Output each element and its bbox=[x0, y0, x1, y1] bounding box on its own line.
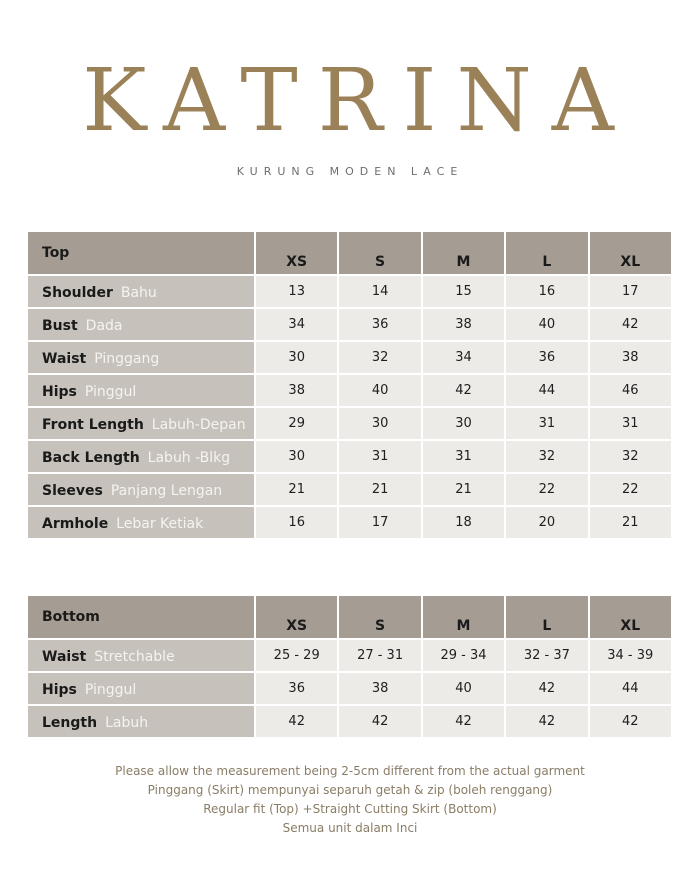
measurement-value: 40 bbox=[339, 375, 420, 406]
row-label bbox=[28, 474, 254, 505]
measurement-name: Length bbox=[42, 715, 98, 731]
size-header: M bbox=[423, 596, 504, 638]
measurement-name: Waist bbox=[42, 649, 87, 665]
measurement-value: 34 bbox=[423, 342, 504, 373]
size-header: M bbox=[423, 232, 504, 274]
table-row bbox=[28, 507, 671, 538]
measurement-value: 38 bbox=[256, 375, 337, 406]
size-header: XL bbox=[590, 596, 671, 638]
measurement-value: 36 bbox=[506, 342, 587, 373]
brand-title: KATRINA bbox=[82, 51, 634, 151]
measurement-value: 42 bbox=[506, 673, 587, 704]
measurement-value: 17 bbox=[590, 276, 671, 307]
measurement-value: 42 bbox=[339, 706, 420, 737]
measurement-value: 22 bbox=[506, 474, 587, 505]
size-header: S bbox=[339, 232, 420, 274]
row-label bbox=[28, 441, 254, 472]
size-header: XL bbox=[590, 232, 671, 274]
measurement-value: 31 bbox=[423, 441, 504, 472]
measurement-value: 44 bbox=[506, 375, 587, 406]
row-label bbox=[28, 342, 254, 373]
row-label bbox=[28, 408, 254, 439]
measurement-name: Back Length bbox=[42, 450, 140, 466]
measurement-name-malay: Panjang Lengan bbox=[110, 483, 223, 499]
measurement-value: 46 bbox=[590, 375, 671, 406]
size-header: XS bbox=[256, 596, 337, 638]
measurement-value: 29 bbox=[256, 408, 337, 439]
table-header-label: Bottom bbox=[28, 596, 254, 638]
measurement-value: 30 bbox=[423, 408, 504, 439]
measurement-value: 36 bbox=[339, 309, 420, 340]
table-row bbox=[28, 673, 671, 704]
size-header: L bbox=[506, 232, 587, 274]
measurement-name: Sleeves bbox=[42, 483, 103, 499]
table-header-row bbox=[28, 232, 671, 274]
measurement-value: 21 bbox=[423, 474, 504, 505]
measurement-value: 29 - 34 bbox=[423, 640, 504, 671]
size-header: L bbox=[506, 596, 587, 638]
measurement-value: 25 - 29 bbox=[256, 640, 337, 671]
measurement-value: 16 bbox=[256, 507, 337, 538]
measurement-value: 30 bbox=[339, 408, 420, 439]
measurement-value: 42 bbox=[423, 375, 504, 406]
table-row bbox=[28, 640, 671, 671]
table-row bbox=[28, 276, 671, 307]
bottom-size-table bbox=[26, 594, 673, 739]
measurement-name-malay: Bahu bbox=[120, 285, 157, 301]
size-header: XS bbox=[256, 232, 337, 274]
measurement-value: 21 bbox=[339, 474, 420, 505]
size-header: S bbox=[339, 596, 420, 638]
measurement-value: 34 - 39 bbox=[590, 640, 671, 671]
measurement-value: 21 bbox=[256, 474, 337, 505]
note-line: Please allow the measurement being 2-5cm different from the actual garment bbox=[115, 764, 585, 778]
measurement-value: 21 bbox=[590, 507, 671, 538]
measurement-name-malay: Lebar Ketiak bbox=[116, 516, 204, 532]
table-header-row bbox=[28, 596, 671, 638]
measurement-value: 40 bbox=[423, 673, 504, 704]
notes bbox=[0, 762, 700, 838]
table-row bbox=[28, 706, 671, 737]
measurement-name-malay: Dada bbox=[85, 318, 123, 334]
measurement-value: 27 - 31 bbox=[339, 640, 420, 671]
measurement-name: Bust bbox=[42, 318, 78, 334]
measurement-value: 14 bbox=[339, 276, 420, 307]
note-line: Regular fit (Top) +Straight Cutting Skirt (Bottom) bbox=[203, 802, 497, 816]
table-row bbox=[28, 474, 671, 505]
measurement-name: Waist bbox=[42, 351, 87, 367]
measurement-value: 42 bbox=[256, 706, 337, 737]
measurement-name: Hips bbox=[42, 682, 77, 698]
top-size-table bbox=[26, 230, 673, 540]
measurement-name-malay: Labuh bbox=[105, 715, 149, 731]
measurement-value: 34 bbox=[256, 309, 337, 340]
row-label bbox=[28, 706, 254, 737]
table-header-label: Top bbox=[28, 232, 254, 274]
measurement-value: 42 bbox=[590, 309, 671, 340]
measurement-value: 44 bbox=[590, 673, 671, 704]
measurement-value: 31 bbox=[506, 408, 587, 439]
measurement-name-malay: Labuh-Depan bbox=[151, 417, 246, 433]
measurement-value: 17 bbox=[339, 507, 420, 538]
measurement-value: 20 bbox=[506, 507, 587, 538]
measurement-value: 30 bbox=[256, 342, 337, 373]
measurement-name: Armhole bbox=[42, 516, 109, 532]
table-row bbox=[28, 408, 671, 439]
table-row bbox=[28, 441, 671, 472]
table-row bbox=[28, 342, 671, 373]
row-label bbox=[28, 640, 254, 671]
measurement-value: 42 bbox=[423, 706, 504, 737]
measurement-value: 31 bbox=[590, 408, 671, 439]
measurement-name: Shoulder bbox=[42, 285, 113, 301]
measurement-value: 30 bbox=[256, 441, 337, 472]
row-label bbox=[28, 673, 254, 704]
row-label bbox=[28, 507, 254, 538]
measurement-value: 32 bbox=[339, 342, 420, 373]
measurement-value: 15 bbox=[423, 276, 504, 307]
measurement-value: 32 bbox=[590, 441, 671, 472]
measurement-value: 31 bbox=[339, 441, 420, 472]
measurement-name-malay: Pinggul bbox=[84, 682, 137, 698]
measurement-value: 13 bbox=[256, 276, 337, 307]
note-line: Semua unit dalam Inci bbox=[282, 821, 418, 835]
measurement-name-malay: Labuh -Blkg bbox=[147, 450, 231, 466]
measurement-value: 42 bbox=[590, 706, 671, 737]
measurement-value: 38 bbox=[339, 673, 420, 704]
row-label bbox=[28, 375, 254, 406]
measurement-value: 38 bbox=[423, 309, 504, 340]
measurement-value: 42 bbox=[506, 706, 587, 737]
measurement-name-malay: Stretchable bbox=[94, 649, 175, 665]
measurement-value: 36 bbox=[256, 673, 337, 704]
measurement-name-malay: Pinggang bbox=[94, 351, 160, 367]
row-label bbox=[28, 309, 254, 340]
measurement-name-malay: Pinggul bbox=[84, 384, 137, 400]
measurement-value: 16 bbox=[506, 276, 587, 307]
measurement-value: 32 - 37 bbox=[506, 640, 587, 671]
table-row bbox=[28, 375, 671, 406]
measurement-value: 38 bbox=[590, 342, 671, 373]
measurement-value: 22 bbox=[590, 474, 671, 505]
measurement-name: Front Length bbox=[42, 417, 144, 433]
measurement-value: 32 bbox=[506, 441, 587, 472]
brand-subtitle: KURUNG MODEN LACE bbox=[236, 165, 464, 178]
row-label bbox=[28, 276, 254, 307]
table-row bbox=[28, 309, 671, 340]
measurement-name: Hips bbox=[42, 384, 77, 400]
measurement-value: 18 bbox=[423, 507, 504, 538]
note-line: Pinggang (Skirt) mempunyai separuh getah & zip (boleh renggang) bbox=[147, 783, 553, 797]
measurement-value: 40 bbox=[506, 309, 587, 340]
